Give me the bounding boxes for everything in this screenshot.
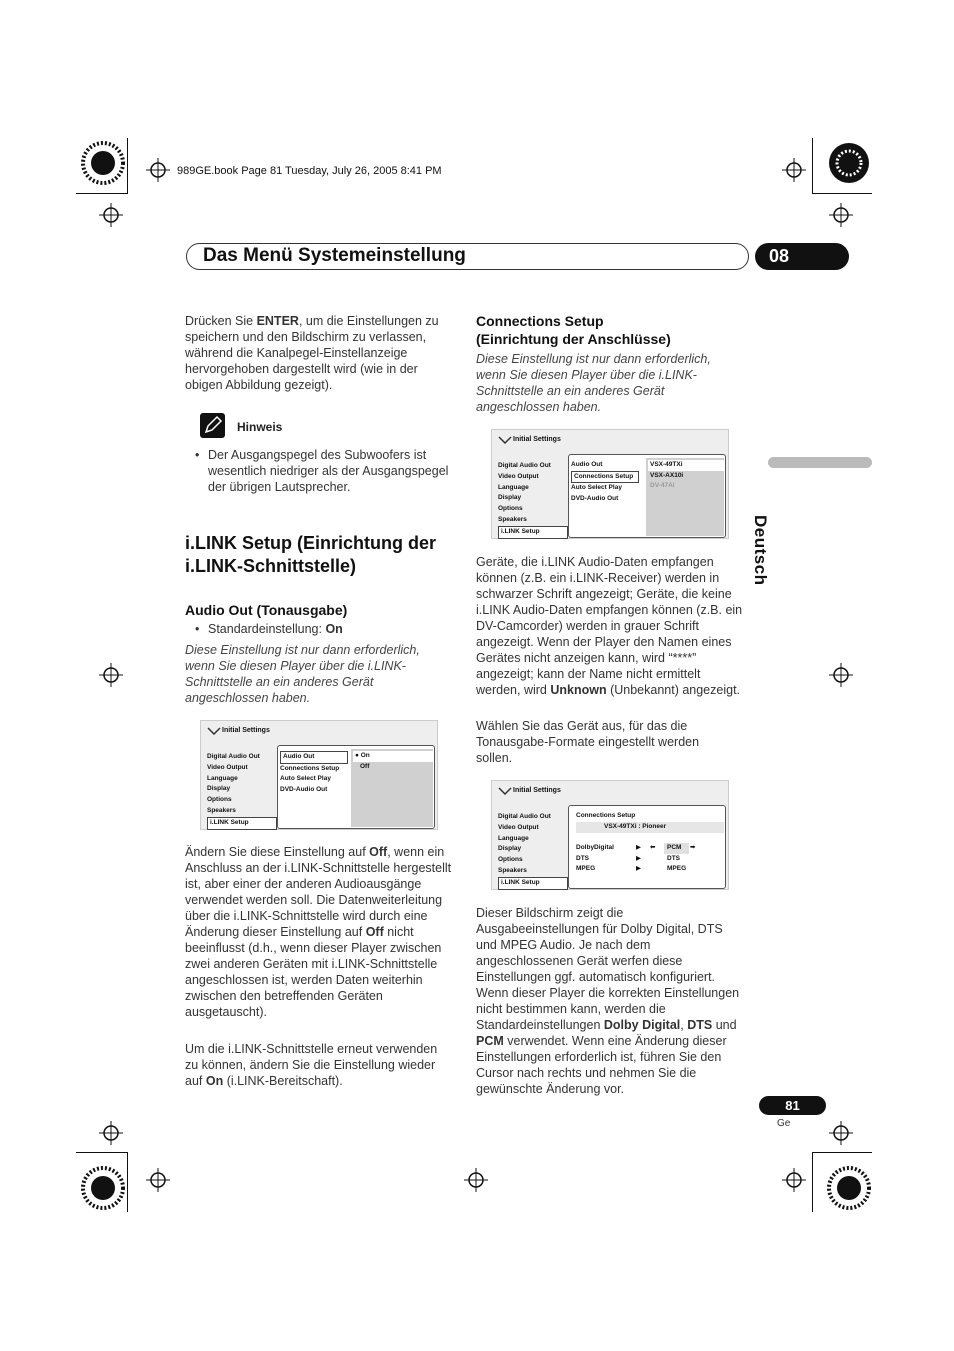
menu-item: Digital Audio Out: [498, 462, 551, 469]
option-off: Off: [360, 762, 370, 770]
crop-mark: [812, 1152, 813, 1212]
format-labels: [576, 843, 614, 875]
format-label: DTS: [576, 854, 589, 862]
arrow-right-icon: ▶: [636, 854, 641, 862]
paragraph-formats: Dieser Bildschirm zeigt die Ausgabeeinstellungen für Dolby Digital, DTS und MPEG Audio. Je nach dem angeschlossenen Gerät werfen diese Einstellungen ggf. automatisch konfiguriert. Wenn dieser Player die korrekten Einstellungen nicht bestimmen kann, werden die Standardeinstellungen Dolby Digital, DTS und PCM verwendet. Wenn eine Änderung dieser Einstellungen erforderlich ist, führen Sie den Cursor nach rechts und nehmen Sie die gewünschte Änderung vor.: [476, 906, 740, 1096]
crop-mark: [812, 138, 813, 194]
submenu-item: Auto Select Play: [571, 484, 622, 491]
crosshair-icon: [782, 158, 806, 182]
screen-menu: [498, 812, 568, 890]
screen-title: Initial Settings: [513, 787, 561, 794]
submenu-item: DVD-Audio Out: [280, 785, 328, 793]
format-label: DolbyDigital: [576, 844, 614, 851]
menu-item: Options: [207, 796, 232, 804]
paragraph-off: Ändern Sie diese Einstellung auf Off, wenn ein Anschluss an der i.LINK-Schnittstelle hergestellt ist, aber einer der anderen Audioausgänge verwendet werden soll. Die Datenweiterleitung über die i.LINK-Schnittstelle wird durch eine Änderung dieser Einstellung auf Off nicht beeinflusst (d.h., wenn dieser Player zwischen zwei anderen Geräten mit i.LINK-Schnittstelle angeschlossen ist, werden Daten weiterhin zwischen den betreffenden Geräten ausgetauscht).: [185, 845, 452, 1019]
crop-mark: [127, 1152, 128, 1212]
crosshair-icon: [464, 1168, 488, 1192]
crop-mark: [812, 193, 872, 194]
arrow-right-icon: ▶: [636, 844, 641, 851]
menu-item: Digital Audio Out: [207, 753, 260, 760]
disc-icon: [498, 435, 512, 444]
submenu-item: Auto Select Play: [280, 775, 331, 782]
crosshair-icon: [99, 1121, 123, 1145]
registration-wheel-icon: [80, 140, 126, 186]
crosshair-icon: [829, 1121, 853, 1145]
crop-mark: [76, 1152, 128, 1153]
crosshair-icon: [99, 203, 123, 227]
paragraph-select-device: Wählen Sie das Gerät aus, für das die Tonausgabe-Formate eingestellt werden sollen.: [476, 719, 700, 765]
submenu-item: Connections Setup: [280, 764, 340, 772]
subsection-title-connections: Connections Setup (Einrichtung der Anschlüsse): [476, 313, 671, 347]
device-item: VSX-AX10i: [650, 471, 684, 479]
menu-item: Options: [498, 856, 523, 864]
registration-wheel-icon: [826, 1165, 872, 1211]
language-tab-label: Deutsch: [751, 515, 770, 586]
format-value[interactable]: MPEG: [667, 865, 687, 872]
format-value-selected[interactable]: PCM: [664, 843, 689, 854]
book-info: 989GE.book Page 81 Tuesday, July 26, 2005 8:41 PM: [177, 165, 442, 177]
submenu-item-selected: Audio Out: [280, 751, 348, 764]
disc-icon: [498, 786, 512, 795]
menu-item: Display: [207, 785, 231, 793]
menu-item: Video Output: [498, 472, 539, 480]
page-number: 81: [759, 1096, 826, 1115]
format-arrows: [636, 843, 641, 875]
screen-connections-setup: [491, 429, 729, 539]
device-name: VSX-49TXi : Pioneer: [576, 822, 724, 833]
menu-item: Language: [498, 834, 529, 842]
disc-icon: [207, 726, 221, 735]
crop-mark: [127, 138, 128, 194]
menu-item: Video Output: [498, 823, 539, 831]
device-item-selected: VSX-49TXi: [648, 460, 724, 471]
intro-paragraph: Drücken Sie ENTER, um die Einstellungen zu speichern und den Bildschirm zu verlassen, während die Kanalpegel-Einstellanzeige hervorgehoben dargestellt wird (wie in der obigen Abbildung gezeigt).: [185, 314, 439, 392]
crosshair-icon: [99, 663, 123, 687]
menu-item: Speakers: [498, 866, 527, 874]
section-title: i.LINK Setup (Einrichtung der i.LINK-Schnittstelle): [185, 533, 436, 576]
note-label: Hinweis: [237, 420, 283, 434]
crosshair-icon: [146, 158, 170, 182]
screen-title: Initial Settings: [513, 436, 561, 443]
menu-item: Language: [207, 774, 238, 782]
devices-list: [648, 460, 724, 492]
page-title: Das Menü Systemeinstellung: [203, 245, 466, 266]
subsection-title-audio-out: Audio Out (Tonausgabe): [185, 602, 348, 618]
menu-item: Display: [498, 494, 522, 502]
crosshair-icon: [829, 203, 853, 227]
menu-item: Display: [498, 845, 522, 853]
submenu-list: [280, 751, 348, 795]
bullet-icon: •: [195, 448, 200, 462]
menu-item: Speakers: [207, 806, 236, 814]
language-tab-bar: [768, 457, 872, 468]
menu-item: Digital Audio Out: [498, 813, 551, 820]
screen-audio-out: [200, 720, 438, 830]
crosshair-icon: [146, 1168, 170, 1192]
screen-menu: [207, 752, 277, 830]
menu-item: Language: [498, 483, 529, 491]
menu-item-selected: i.LINK Setup: [498, 526, 568, 539]
screen-menu: [498, 461, 568, 539]
submenu-item: Audio Out: [571, 461, 603, 468]
formats-heading: Connections Setup: [576, 812, 636, 819]
registration-wheel-icon: [826, 140, 872, 186]
italic-note-right: Diese Einstellung ist nur dann erforderlich, wenn Sie diesen Player über die i.LINK-Schnittstelle an ein anderes Gerät angeschlossen haben.: [476, 352, 711, 414]
format-label: MPEG: [576, 865, 596, 872]
menu-item-selected: i.LINK Setup: [207, 817, 277, 830]
submenu-item: DVD-Audio Out: [571, 494, 619, 502]
registration-wheel-icon: [80, 1165, 126, 1211]
menu-item: Video Output: [207, 763, 248, 771]
menu-item: Options: [498, 505, 523, 513]
submenu-list: [571, 460, 639, 504]
arrow-right-icon: ▶: [636, 865, 641, 872]
crop-mark: [812, 1152, 872, 1153]
note-icon: [200, 413, 225, 438]
crop-mark: [76, 193, 128, 194]
crosshair-icon: [829, 663, 853, 687]
submenu-item-selected: Connections Setup: [571, 471, 639, 484]
format-values: [664, 843, 689, 875]
paragraph-devices: Geräte, die i.LINK Audio-Daten empfangen können (z.B. ein i.LINK-Receiver) werden in schwarzer Schrift angezeigt; Geräte, die keine i.LINK Audio-Daten empfangen können (z.B. ein DV-Camcorder) werden in grauer Schrift angezeigt. Wenn der Player den Namen eines Gerätes nicht anzeigen kann, wird “****” angezeigt; kann der Name nicht ermittelt werden, wird Unknown (Unbekannt) angezeigt.: [476, 555, 743, 697]
note-bullet: • Der Ausgangspegel des Subwoofers ist wesentlich niedriger als der Ausgangspegel der übrigen Lautsprecher.: [195, 448, 449, 494]
arrow-left-icon[interactable]: ⬅: [650, 844, 656, 851]
chapter-badge: 08: [755, 243, 849, 270]
device-item-unavailable: DV-47Ai: [650, 482, 675, 489]
paragraph-on: Um die i.LINK-Schnittstelle erneut verwenden zu können, ändern Sie die Einstellung wieder auf On (i.LINK-Bereitschaft).: [185, 1042, 438, 1088]
options-list: ● On Off: [353, 751, 433, 772]
crosshair-icon: [782, 1168, 806, 1192]
menu-item-selected: i.LINK Setup: [498, 877, 568, 890]
bullet-icon: •: [195, 622, 200, 636]
menu-item: Speakers: [498, 515, 527, 523]
screen-audio-formats: [491, 780, 729, 890]
option-on: On: [360, 752, 370, 759]
arrow-right-icon[interactable]: ➡: [690, 844, 696, 851]
language-code: Ge: [777, 1118, 791, 1129]
format-value[interactable]: DTS: [667, 854, 680, 862]
italic-note: Diese Einstellung ist nur dann erforderlich, wenn Sie diesen Player über die i.LINK-Schnittstelle an ein anderes Gerät angeschlossen haben.: [185, 643, 420, 705]
screen-title: Initial Settings: [222, 727, 270, 734]
default-setting: • Standardeinstellung: On: [195, 622, 343, 636]
